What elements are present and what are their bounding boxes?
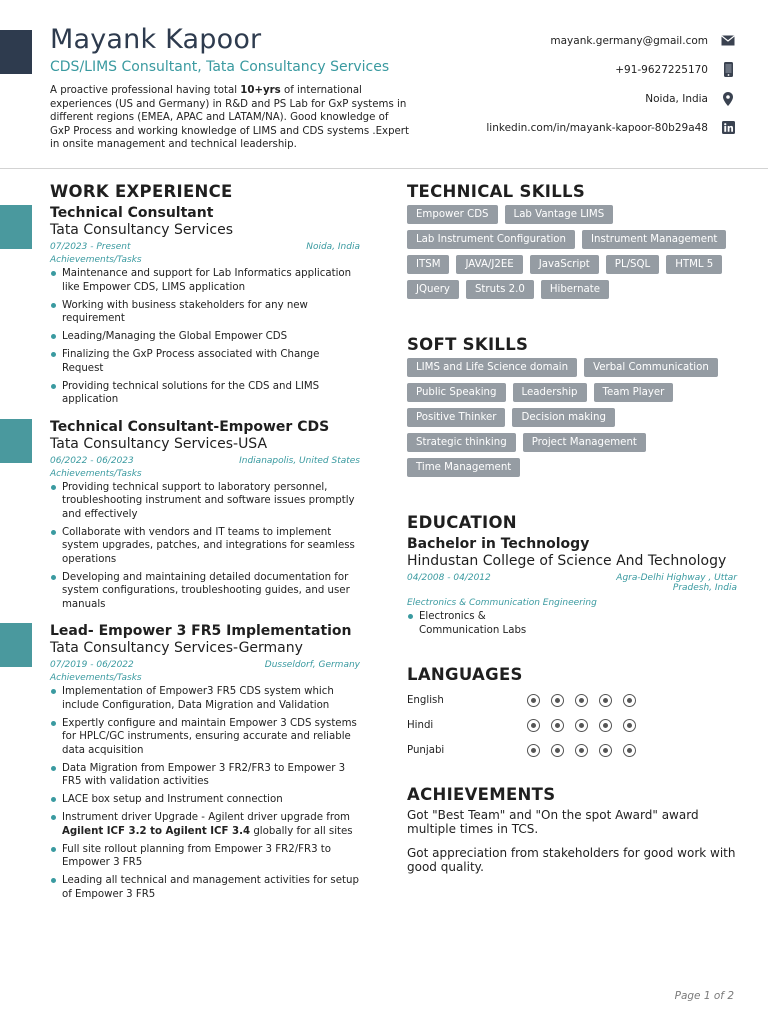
job-title: Technical Consultant-Empower CDS bbox=[50, 418, 330, 435]
list-item: Leading/Managing the Global Empower CDS bbox=[50, 330, 360, 344]
achievements-heading: ACHIEVEMENTS bbox=[407, 785, 556, 804]
list-item: Providing technical solutions for the CDS and LIMS application bbox=[50, 380, 360, 407]
level-dot bbox=[575, 744, 588, 757]
job-accent-block bbox=[0, 623, 32, 667]
skill-tag: Verbal Communication bbox=[584, 358, 718, 377]
skill-tag: Leadership bbox=[513, 383, 587, 402]
job-title: Lead- Empower 3 FR5 Implementation bbox=[50, 623, 352, 639]
driver-text-end: globally for all sites bbox=[250, 825, 353, 837]
language-name: English bbox=[407, 695, 444, 706]
education-degree: Bachelor in Technology bbox=[407, 536, 590, 552]
list-item: Full site rollout planning from Empower 3 FR2/FR3 to Empower 3 FR5 bbox=[50, 843, 360, 870]
skill-tag: Instrument Management bbox=[582, 230, 726, 249]
skill-tag: Project Management bbox=[523, 433, 646, 452]
achievements-label: Achievements/Tasks bbox=[50, 255, 142, 265]
linkedin-text[interactable]: linkedin.com/in/mayank-kapoor-80b29a48 bbox=[486, 121, 708, 134]
languages-list bbox=[407, 688, 737, 763]
contact-linkedin[interactable] bbox=[416, 113, 736, 142]
summary-text-end: of international experiences (US and Germany) in R&D and PS Lab for GxP systems in different regions (EMEA, APAC and LATAM/NA). Good knowledge of GxP Process and working knowledge of LIMS and CDS systems .Expert in onsite management and technical leadership. bbox=[50, 85, 409, 150]
list-item: Working with business stakeholders for any new requirement bbox=[50, 299, 360, 326]
job-dates: 06/2022 - 06/2023 bbox=[50, 455, 134, 466]
list-item: Providing technical support to laboratory personnel, troubleshooting instrument and software issues promptly and effectively bbox=[50, 481, 360, 522]
soft-skills-tags bbox=[407, 358, 737, 483]
location-text: Noida, India bbox=[645, 92, 708, 105]
job-company: Tata Consultancy Services-USA bbox=[50, 435, 268, 452]
list-item: LACE box setup and Instrument connection bbox=[50, 793, 360, 807]
skill-tag: Time Management bbox=[407, 458, 520, 477]
contact-phone[interactable] bbox=[416, 55, 736, 84]
level-dot bbox=[551, 744, 564, 757]
education-dates: 04/2008 - 04/2012 bbox=[407, 573, 491, 583]
job-location: Indianapolis, United States bbox=[239, 455, 360, 466]
level-dot bbox=[527, 694, 540, 707]
list-item bbox=[50, 811, 360, 838]
skill-tag: HTML 5 bbox=[666, 255, 722, 274]
job-company: Tata Consultancy Services-Germany bbox=[50, 640, 303, 656]
email-text[interactable]: mayank.germany@gmail.com bbox=[550, 34, 708, 47]
language-level bbox=[527, 694, 647, 707]
education-school: Hindustan College of Science And Technology bbox=[407, 553, 727, 569]
job-company: Tata Consultancy Services bbox=[50, 222, 234, 238]
list-item: Collaborate with vendors and IT teams to implement system upgrades, patches, and integrations for seamless operations bbox=[50, 526, 360, 567]
job-meta bbox=[50, 456, 360, 466]
contact-location bbox=[416, 84, 736, 113]
level-dot bbox=[623, 719, 636, 732]
level-dot bbox=[599, 719, 612, 732]
language-name: Punjabi bbox=[407, 745, 445, 756]
list-item: Developing and maintaining detailed documentation for system configurations, troubleshooting guides, and user manuals bbox=[50, 571, 360, 612]
skill-tag: Hibernate bbox=[541, 280, 609, 299]
achievements-label: Achievements/Tasks bbox=[50, 673, 142, 683]
list-item: Finalizing the GxP Process associated with Change Request bbox=[50, 348, 360, 375]
languages-heading: LANGUAGES bbox=[407, 665, 523, 684]
phone-text[interactable]: +91-9627225170 bbox=[615, 63, 708, 76]
skill-tag: Lab Vantage LIMS bbox=[505, 205, 614, 224]
profile-summary bbox=[50, 84, 410, 152]
technical-skills-tags bbox=[407, 205, 737, 305]
skill-tag: Positive Thinker bbox=[407, 408, 505, 427]
linkedin-icon bbox=[720, 120, 736, 136]
job-entry bbox=[50, 205, 360, 407]
skill-tag: Lab Instrument Configuration bbox=[407, 230, 575, 249]
achievements-label: Achievements/Tasks bbox=[50, 468, 142, 479]
level-dot bbox=[623, 694, 636, 707]
education-location: Agra-Delhi Highway , Uttar Pradesh, India bbox=[616, 573, 737, 593]
job-location: Noida, India bbox=[306, 242, 360, 252]
education-entry bbox=[407, 536, 737, 637]
page-number: Page 1 of 2 bbox=[674, 990, 734, 1002]
technical-skills-heading: TECHNICAL SKILLS bbox=[407, 182, 586, 201]
list-item: Expertly configure and maintain Empower 3 CDS systems for HPLC/GC instruments, ensuring accurate and reliable data acquisition bbox=[50, 717, 360, 758]
language-level bbox=[527, 719, 647, 732]
education-bullets bbox=[407, 610, 537, 637]
job-entry bbox=[50, 623, 360, 901]
skill-tag: Strategic thinking bbox=[407, 433, 516, 452]
phone-icon bbox=[720, 62, 736, 78]
contact-email[interactable] bbox=[416, 26, 736, 55]
education-field: Electronics & Communication Engineering bbox=[407, 598, 597, 608]
level-dot bbox=[599, 744, 612, 757]
skill-tag: JavaScript bbox=[530, 255, 599, 274]
job-meta bbox=[50, 660, 360, 670]
job-accent-block bbox=[0, 419, 32, 463]
language-name: Hindi bbox=[407, 720, 434, 731]
skill-tag: Empower CDS bbox=[407, 205, 498, 224]
job-bullets bbox=[50, 685, 360, 901]
job-bullets bbox=[50, 267, 360, 407]
header-accent-block bbox=[0, 30, 32, 74]
location-pin-icon bbox=[720, 91, 736, 107]
language-row bbox=[407, 738, 737, 763]
level-dot bbox=[623, 744, 636, 757]
level-dot bbox=[527, 719, 540, 732]
candidate-title: CDS/LIMS Consultant, Tata Consultancy Services bbox=[50, 59, 390, 75]
language-row bbox=[407, 688, 737, 713]
skill-tag: Struts 2.0 bbox=[466, 280, 534, 299]
list-item: Data Migration from Empower 3 FR2/FR3 to Empower 3 FR5 with validation activities bbox=[50, 762, 360, 789]
skill-tag: Team Player bbox=[594, 383, 674, 402]
job-accent-block bbox=[0, 205, 32, 249]
summary-years: 10+yrs bbox=[240, 85, 281, 96]
driver-text-start: Instrument driver Upgrade - Agilent driver upgrade from bbox=[62, 812, 350, 823]
level-dot bbox=[551, 719, 564, 732]
job-title: Technical Consultant bbox=[50, 205, 214, 221]
education-meta bbox=[407, 573, 737, 593]
level-dot bbox=[575, 719, 588, 732]
skill-tag: PL/SQL bbox=[606, 255, 659, 274]
language-level bbox=[527, 744, 647, 757]
skill-tag: JAVA/J2EE bbox=[456, 255, 522, 274]
header-divider bbox=[0, 168, 768, 169]
level-dot bbox=[575, 694, 588, 707]
list-item: Leading all technical and management activities for setup of Empower 3 FR5 bbox=[50, 874, 360, 901]
job-meta bbox=[50, 242, 360, 252]
skill-tag: Decision making bbox=[512, 408, 614, 427]
right-column bbox=[407, 182, 737, 884]
contact-block bbox=[416, 26, 736, 142]
skill-tag: Public Speaking bbox=[407, 383, 506, 402]
job-dates: 07/2023 - Present bbox=[50, 242, 131, 252]
list-item: Implementation of Empower3 FR5 CDS system which include Configuration, Data Migration and Validation bbox=[50, 685, 360, 712]
level-dot bbox=[599, 694, 612, 707]
level-dot bbox=[551, 694, 564, 707]
job-location: Dusseldorf, Germany bbox=[264, 660, 360, 670]
level-dot bbox=[527, 744, 540, 757]
job-dates: 07/2019 - 06/2022 bbox=[50, 660, 134, 670]
achievement-item: Got "Best Team" and "On the spot Award" award multiple times in TCS. bbox=[407, 808, 699, 836]
job-bullets bbox=[50, 481, 360, 612]
skill-tag: ITSM bbox=[407, 255, 449, 274]
education-heading: EDUCATION bbox=[407, 513, 517, 532]
list-item: Electronics & Communication Labs bbox=[407, 610, 537, 637]
skill-tag: LIMS and Life Science domain bbox=[407, 358, 577, 377]
achievement-item: Got appreciation from stakeholders for good work with good quality. bbox=[407, 846, 736, 874]
skill-tag: JQuery bbox=[407, 280, 459, 299]
envelope-icon bbox=[720, 33, 736, 49]
driver-version: Agilent ICF 3.2 to Agilent ICF 3.4 bbox=[62, 825, 251, 837]
work-experience-heading: WORK EXPERIENCE bbox=[50, 182, 233, 201]
summary-text-start: A proactive professional having total bbox=[50, 85, 241, 96]
left-column bbox=[50, 182, 360, 913]
job-entry bbox=[50, 419, 360, 612]
soft-skills-heading: SOFT SKILLS bbox=[407, 335, 529, 354]
language-row bbox=[407, 713, 737, 738]
candidate-name: Mayank Kapoor bbox=[50, 24, 262, 55]
list-item: Maintenance and support for Lab Informatics application like Empower CDS, LIMS application bbox=[50, 267, 360, 294]
